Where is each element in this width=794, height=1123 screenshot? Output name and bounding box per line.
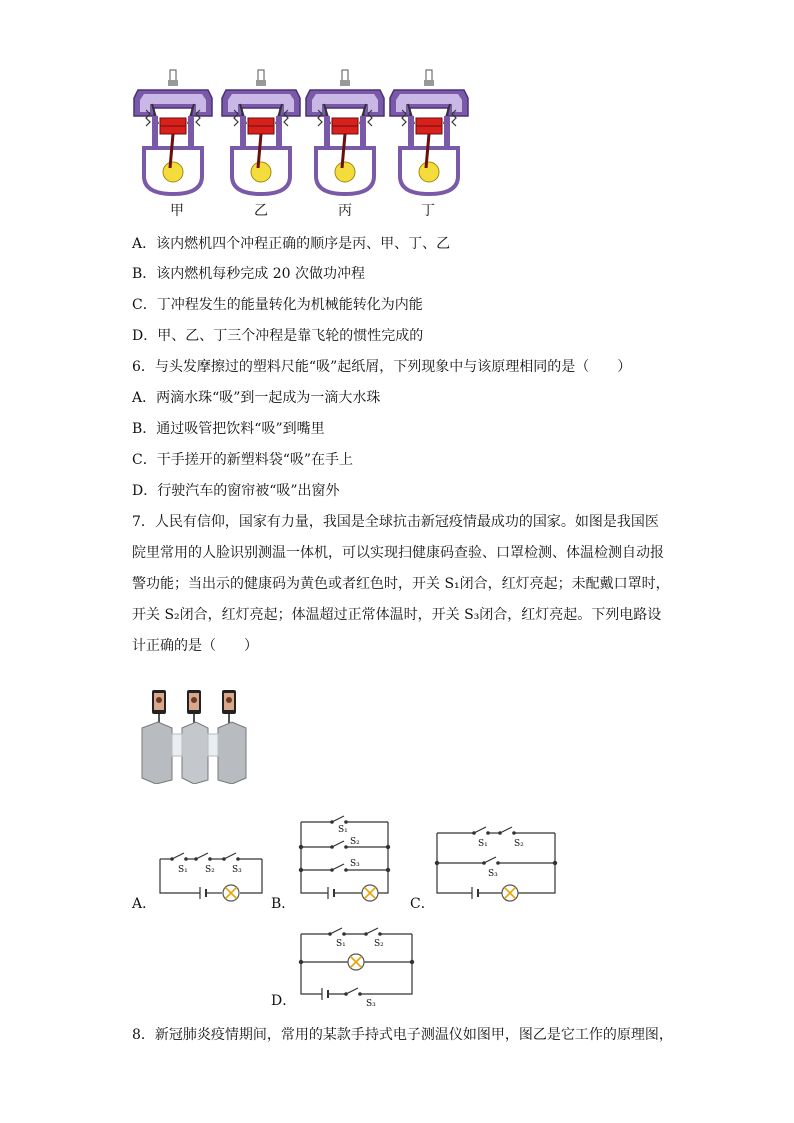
q5-option-a: A．该内燃机四个冲程正确的顺序是丙、甲、丁、乙: [132, 236, 451, 252]
q6-option-a: A．两滴水珠“吸”到一起成为一滴大水珠: [132, 390, 381, 406]
svg-text:S₂: S₂: [205, 865, 215, 875]
q6-option-c: C．干手搓开的新塑料袋“吸”在手上: [132, 452, 354, 468]
circuit-c: [435, 827, 556, 901]
engine-stroke-figure: [130, 68, 475, 198]
engine-label-bing: 丙: [338, 203, 352, 219]
q6-option-b: B．通过吸管把饮料“吸”到嘴里: [132, 421, 325, 437]
circuit-option-d-label: D．: [271, 993, 297, 1009]
circuit-b: [299, 816, 389, 901]
q8-stem: 8．新冠肺炎疫情期间，常用的某款手持式电子测温仪如图甲，图乙是它工作的原理图，: [132, 1027, 673, 1043]
svg-text:S₃: S₃: [350, 859, 360, 869]
svg-text:S₂: S₂: [350, 837, 360, 847]
engine-label-yi: 乙: [254, 203, 268, 219]
q5-option-c: C．丁冲程发生的能量转化为机械能转化为内能: [132, 297, 423, 313]
circuit-option-a-label: A．: [132, 896, 157, 912]
svg-text:S₁: S₁: [478, 839, 488, 849]
svg-text:S₁: S₁: [178, 865, 188, 875]
svg-text:S₃: S₃: [366, 999, 376, 1009]
engine-label-ding: 丁: [421, 203, 435, 219]
svg-text:S₃: S₃: [232, 865, 242, 875]
q5-option-b: B．该内燃机每秒完成 20 次做功冲程: [132, 266, 366, 282]
svg-text:S₁: S₁: [338, 825, 348, 835]
circuit-a: [160, 853, 262, 901]
svg-text:S₁: S₁: [336, 939, 346, 949]
q7-stem: 7．人民有信仰，国家有力量，我国是全球抗击新冠疫情最成功的国家。如图是我国医院里常用的人脸识别测温一体机，可以实现扫健康码查验、口罩检测、体温检测自动报警功能；当出示的健康码为黄色或者红色时，开关 S₁闭合，红灯亮起；未配戴口罩时，开关 S₂闭合，红灯亮起；体温超过正常体温时，开关 S₃闭合，红灯亮起。下列电路设计正确的是（ ）: [132, 514, 670, 654]
circuit-d: [299, 928, 413, 1009]
svg-text:S₂: S₂: [514, 839, 524, 849]
q6-stem: 6．与头发摩擦过的塑料尺能“吸”起纸屑，下列现象中与该原理相同的是（ ）: [132, 359, 632, 375]
circuit-options-figure: [0, 810, 794, 1010]
circuit-option-b-label: B．: [271, 896, 296, 912]
circuit-option-c-label: C．: [410, 896, 435, 912]
svg-text:S₃: S₃: [488, 869, 498, 879]
face-recognition-gate-image: [138, 688, 248, 784]
q5-option-d: D．甲、乙、丁三个冲程是靠飞轮的惯性完成的: [132, 328, 424, 344]
svg-text:S₂: S₂: [374, 939, 384, 949]
engine-label-jia: 甲: [170, 203, 184, 219]
q6-option-d: D．行驶汽车的窗帘被“吸”出窗外: [132, 483, 340, 499]
